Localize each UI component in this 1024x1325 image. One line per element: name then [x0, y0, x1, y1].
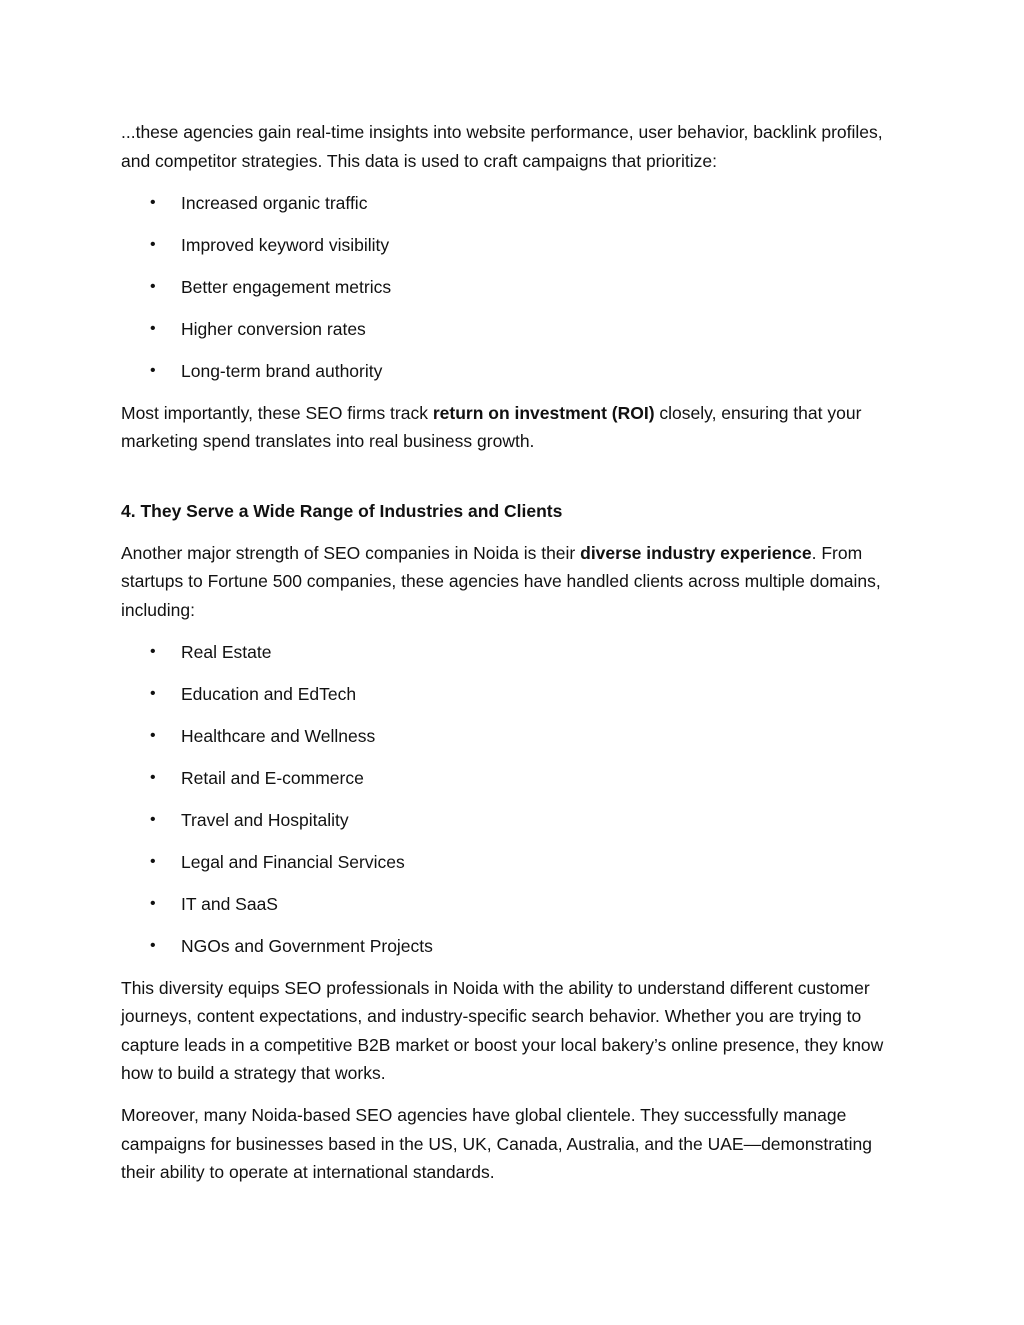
bullet-icon: • [150, 361, 156, 379]
roi-emphasis: return on investment (ROI) [432, 402, 655, 423]
industry-emphasis: diverse industry experience [580, 542, 812, 563]
list-item: • NGOs and Government Projects [121, 932, 901, 961]
list-item: • Better engagement metrics [121, 273, 901, 302]
section-intro-paragraph: Another major strength of SEO companies in Noida is their diverse industry experience. From startups to Fortune 500 companies, these agencies have handled clients across multiple domains, including: [121, 542, 881, 620]
global-paragraph: Moreover, many Noida-based SEO agencies have global clientele. They successfully manage campaigns for businesses based in the US, UK, Canada, Australia, and the UAE—demonstrating their ability to operate at international standards. [121, 1105, 872, 1182]
list-item: • Legal and Financial Services [121, 848, 901, 877]
list-item: • Real Estate [121, 638, 901, 667]
list-item: • Retail and E-commerce [121, 764, 901, 793]
bullet-icon: • [150, 936, 156, 954]
list-item: • Increased organic traffic [121, 189, 901, 218]
list-item: • Improved keyword visibility [121, 231, 901, 260]
list-item: • Education and EdTech [121, 680, 901, 709]
list-item: • IT and SaaS [121, 890, 901, 919]
bullet-icon: • [150, 193, 156, 211]
list-item: • Travel and Hospitality [121, 806, 901, 835]
diversity-paragraph: This diversity equips SEO professionals in Noida with the ability to understand different customer journeys, content expectations, and industry-specific search behavior. Whether you are trying to capture leads in a competitive B2B market or boost your local bakery’s online presence, they know how to build a strategy that works. [121, 977, 884, 1083]
document-page [121, 118, 901, 1200]
bullet-icon: • [150, 726, 156, 744]
bullet-icon: • [150, 852, 156, 870]
bullet-icon: • [150, 277, 156, 295]
bullet-icon: • [150, 768, 156, 786]
list-item: • Higher conversion rates [121, 315, 901, 344]
section-heading: 4. They Serve a Wide Range of Industries and Clients [121, 500, 563, 521]
intro-paragraph: ...these agencies gain real-time insights into website performance, user behavior, backlink profiles, and competitor strategies. This data is used to craft campaigns that prioritize: [121, 122, 883, 171]
bullet-icon: • [150, 810, 156, 828]
list-item: • Long-term brand authority [121, 357, 901, 386]
benefits-list [121, 189, 901, 386]
bullet-icon: • [150, 642, 156, 660]
industries-list [121, 638, 901, 961]
list-item: • Healthcare and Wellness [121, 722, 901, 751]
bullet-icon: • [150, 894, 156, 912]
bullet-icon: • [150, 235, 156, 253]
roi-paragraph: Most importantly, these SEO firms track return on investment (ROI) closely, ensuring that your marketing spend translates into real business growth. [121, 402, 862, 451]
bullet-icon: • [150, 319, 156, 337]
bullet-icon: • [150, 684, 156, 702]
